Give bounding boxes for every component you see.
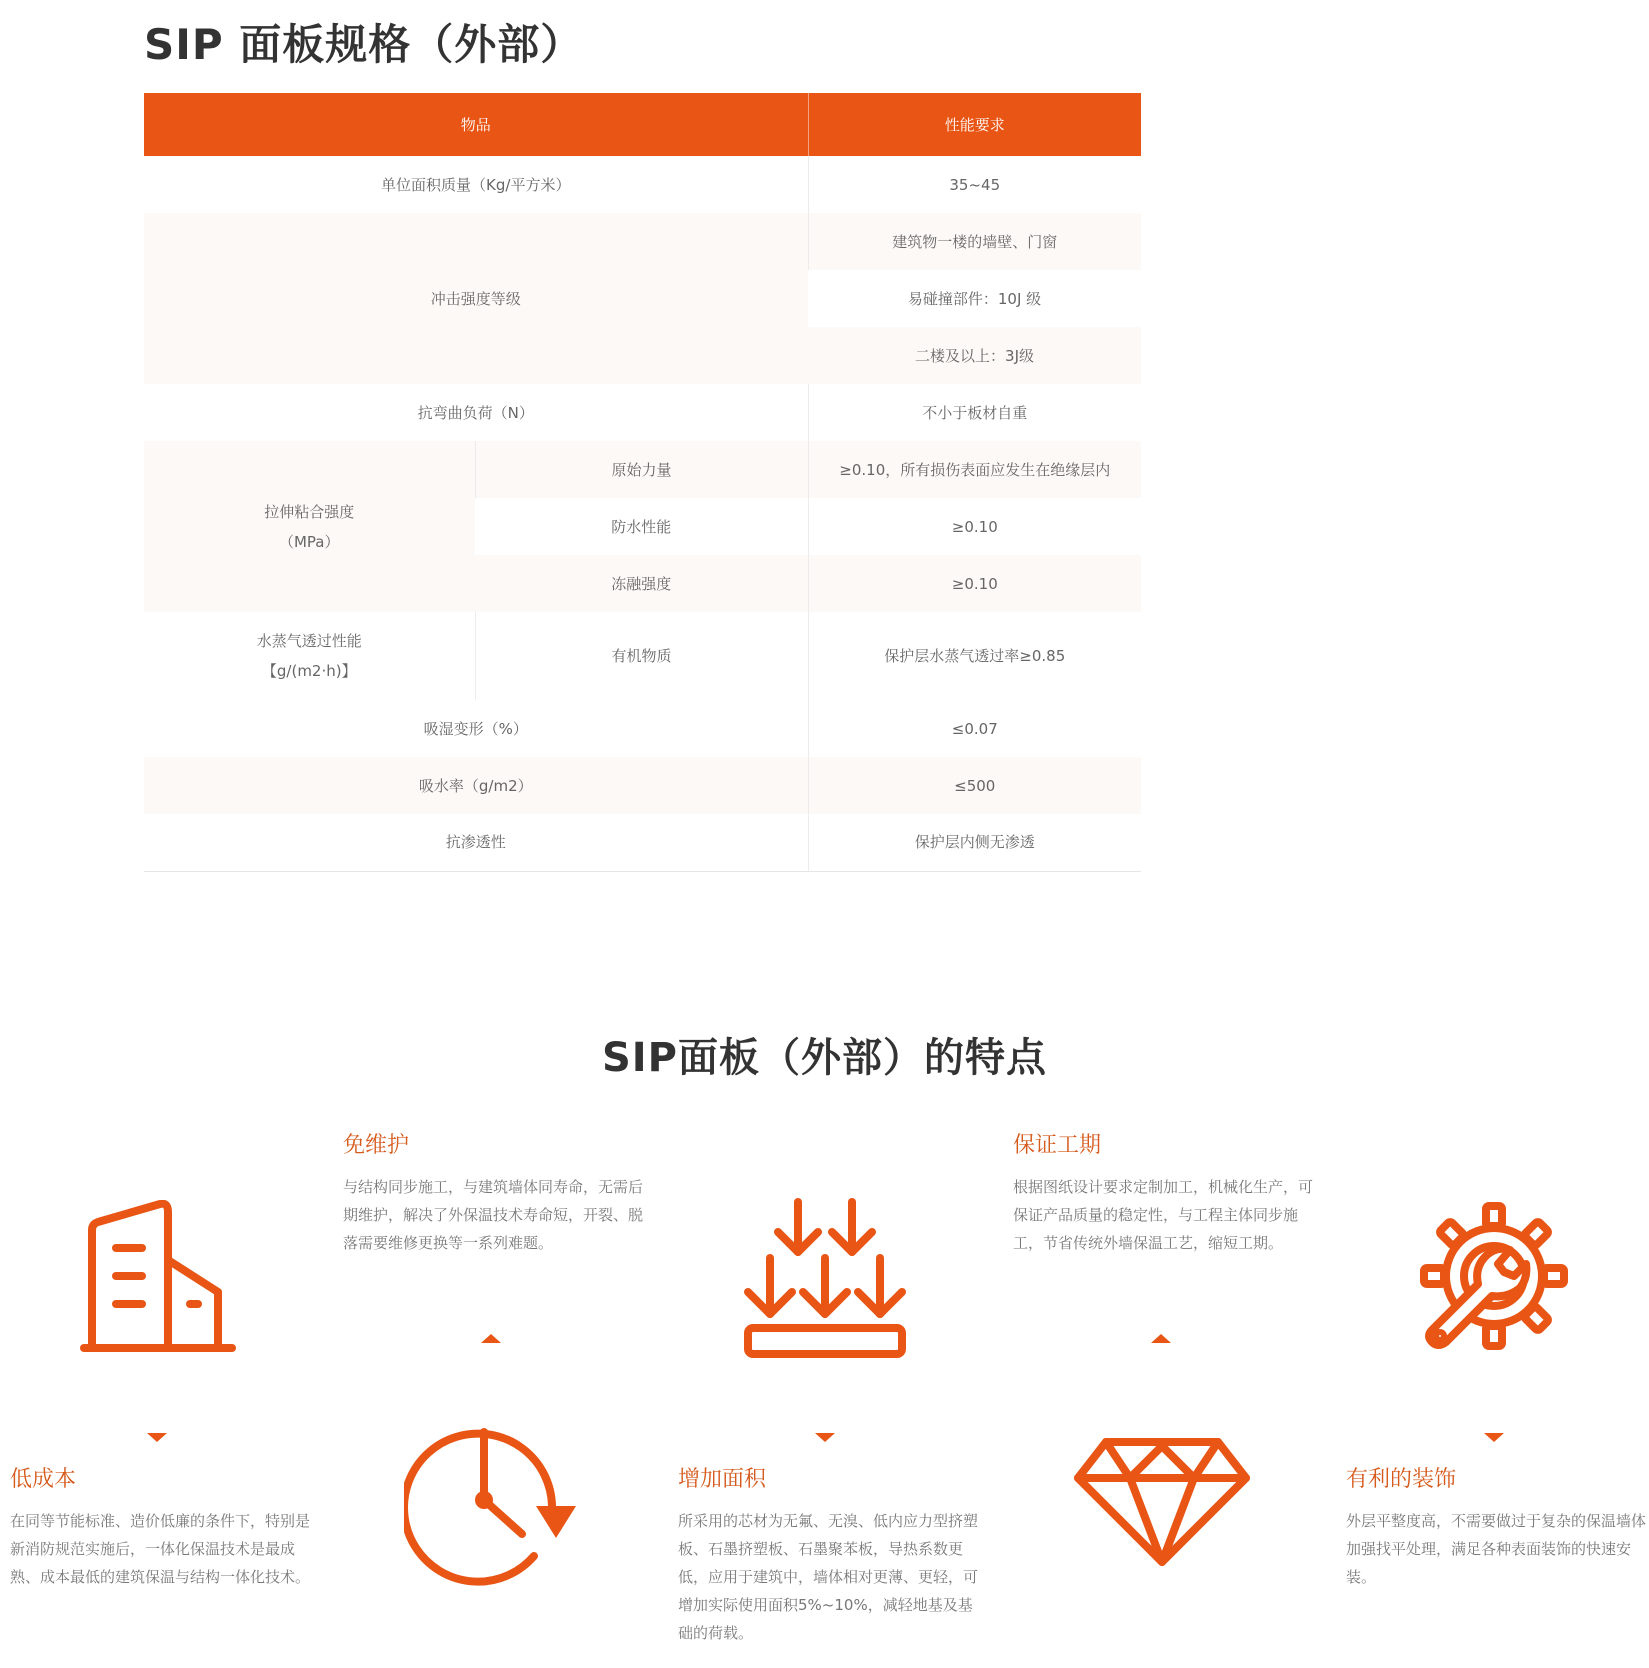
table-row (144, 213, 1141, 270)
cell-value: ≥0.10 (808, 555, 1141, 612)
cell-value: ≥0.10，所有损伤表面应发生在绝缘层内 (808, 441, 1141, 498)
cell-item: 冲击强度等级 (144, 213, 808, 384)
pointer-up-icon (481, 1334, 501, 1343)
cell-value: 二楼及以上：3J级 (808, 327, 1141, 384)
header-requirement: 性能要求 (808, 93, 1141, 156)
spec-table (144, 93, 1141, 872)
cell-subitem: 冻融强度 (475, 555, 808, 612)
feature-low-cost (10, 1462, 310, 1591)
cell-item-line2: 【g/(m2·h)】 (261, 662, 357, 680)
cell-value: 不小于板材自重 (808, 384, 1141, 441)
header-item: 物品 (144, 93, 808, 156)
feature-title: 增加面积 (678, 1467, 767, 1492)
cell-item-group (144, 612, 475, 700)
feature-description: 与结构同步施工，与建筑墙体同寿命，无需后期维护，解决了外保温技术寿命短，开裂、脱落需要维修更换等一系列难题。 (343, 1178, 644, 1252)
features-title: SIP面板（外部）的特点 (601, 1035, 1047, 1081)
feature-title: 低成本 (10, 1467, 77, 1492)
cell-subitem: 防水性能 (475, 498, 808, 555)
pointer-up-icon (1151, 1334, 1171, 1343)
cell-item-line1: 水蒸气透过性能 (256, 632, 362, 650)
cell-item: 吸水率（g/m2） (144, 757, 808, 814)
feature-decoration (1346, 1462, 1646, 1591)
feature-schedule (1013, 1128, 1313, 1257)
feature-description: 根据图纸设计要求定制加工，机械化生产，可保证产品质量的稳定性，与工程主体同步施工，节省传统外墙保温工艺，缩短工期。 (1013, 1178, 1314, 1252)
cell-item-line2: （MPa） (278, 532, 340, 551)
cell-item: 抗渗透性 (144, 814, 808, 871)
pointer-down-icon (815, 1433, 835, 1442)
cell-value: 易碰撞部件：10J 级 (808, 270, 1141, 327)
cell-item: 吸湿变形（%） (144, 700, 808, 757)
feature-description: 在同等节能标准、造价低廉的条件下，特别是新消防规范实施后，一体化保温技术是最成熟、成本最低的建筑保温与结构一体化技术。 (10, 1512, 311, 1586)
cell-subitem: 有机物质 (475, 612, 808, 700)
table-row (144, 700, 1141, 757)
cell-value: ≤500 (808, 757, 1141, 814)
feature-title: 保证工期 (1013, 1133, 1102, 1158)
diamond-icon (1072, 1434, 1252, 1568)
feature-title: 免维护 (343, 1133, 410, 1158)
table-row (144, 612, 1141, 700)
cell-subitem: 原始力量 (475, 441, 808, 498)
feature-description: 所采用的芯材为无氟、无溴、低内应力型挤塑板、石墨挤塑板、石墨聚苯板，导热系数更低，应用于建筑中，墙体相对更薄、更轻，可增加实际使用面积5%~10%，减轻地基及基础的荷载。 (678, 1512, 979, 1642)
feature-maintenance-free (343, 1128, 643, 1257)
cell-value: 保护层水蒸气透过率≥0.85 (808, 612, 1141, 700)
table-row (144, 441, 1141, 498)
feature-description: 外层平整度高，不需要做过于复杂的保温墙体加强找平处理，满足各种表面装饰的快速安装。 (1346, 1512, 1647, 1586)
cell-item: 单位面积质量（Kg/平方米） (381, 175, 571, 194)
cell-value: ≥0.10 (808, 498, 1141, 555)
building-icon (80, 1200, 236, 1355)
table-row (144, 757, 1141, 814)
cell-item-group (144, 441, 475, 612)
feature-increase-area (678, 1462, 978, 1647)
feature-title: 有利的装饰 (1346, 1467, 1457, 1492)
gear-wrench-icon (1418, 1200, 1570, 1352)
table-header-row (144, 93, 1141, 156)
page-title: SIP 面板规格（外部） (144, 20, 584, 69)
cell-value: ≤0.07 (808, 700, 1141, 757)
cell-value: 35~45 (808, 156, 1141, 213)
table-row (144, 384, 1141, 441)
clock-rotate-icon (404, 1420, 580, 1586)
pointer-down-icon (147, 1433, 167, 1442)
cell-value: 保护层内侧无渗透 (808, 814, 1141, 871)
cell-item: 抗弯曲负荷（N） (144, 384, 808, 441)
table-row (144, 814, 1141, 871)
pointer-down-icon (1484, 1433, 1504, 1442)
cell-value: 建筑物一楼的墙壁、门窗 (808, 213, 1141, 270)
arrows-down-board-icon (742, 1192, 908, 1358)
cell-item-line1: 拉伸粘合强度 (264, 502, 355, 521)
table-row (144, 156, 1141, 213)
